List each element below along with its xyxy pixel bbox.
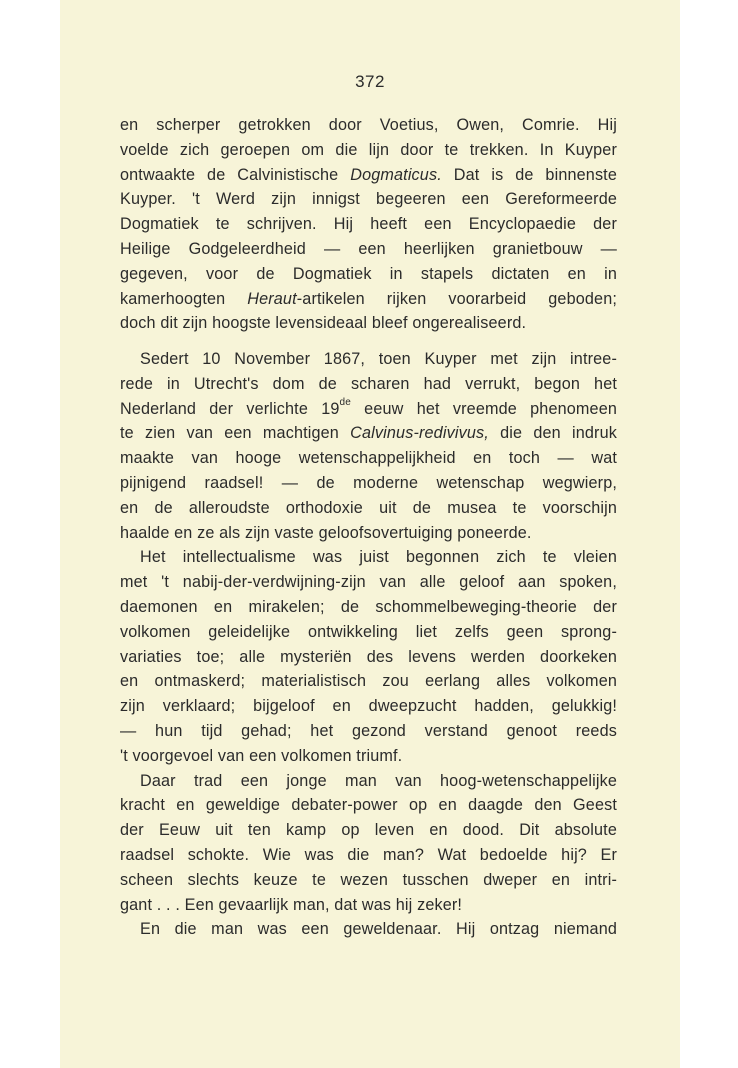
- text-line: 't voorgevoel van een volkomen triumf.: [120, 746, 403, 765]
- text-line: [120, 287, 617, 312]
- text-line: raadsel schokte. Wie was die man? Wat bedoelde hij? Er: [120, 845, 617, 864]
- paragraph-1: [120, 113, 617, 336]
- book-page: [60, 0, 680, 1068]
- text-run: -artikelen rijken voorarbeid geboden;: [296, 289, 617, 308]
- text-line: kracht en geweldige debater-power op en daagde den Geest: [120, 796, 617, 815]
- text-run: Dat is de binnenste: [441, 165, 617, 184]
- text-line: doch dit zijn hoogste levensideaal bleef ongerealiseerd.: [120, 314, 527, 333]
- italic-term: Heraut: [247, 289, 297, 308]
- text-line: rede in Utrecht's dom de scharen had verrukt, begon het: [120, 374, 617, 393]
- text-line: en scherper getrokken door Voetius, Owen, Comrie. Hij: [120, 116, 617, 134]
- text-line: zijn verklaard; bijgeloof en dweepzucht hadden, gelukkig!: [120, 697, 617, 716]
- text-line: Kuyper. 't Werd zijn innigst begeeren een Gereformeerde: [120, 190, 617, 209]
- text-run: ontwaakte de Calvinistische: [120, 165, 351, 184]
- text-line: daemonen en mirakelen; de schommelbeweging-theorie der: [120, 597, 617, 616]
- text-run: te zien van een machtigen: [120, 424, 351, 443]
- text-line: haalde en ze als zijn vaste geloofsovertuiging poneerde.: [120, 523, 532, 542]
- text-line: voelde zich geroepen om die lijn door te trekken. In Kuyper: [120, 140, 617, 159]
- text-line: Sedert 10 November 1867, toen Kuyper met zijn intree-: [140, 350, 617, 368]
- text-line: [120, 397, 617, 422]
- text-line: der Eeuw uit ten kamp op leven en dood. Dit absolute: [120, 821, 617, 840]
- text-line: en ontmaskerd; materialistisch zou eerlang alles volkomen: [120, 672, 617, 691]
- text-run: eeuw het vreemde phenomeen: [350, 399, 618, 418]
- text-line: scheen slechts keuze te wezen tusschen dweper en intri-: [120, 870, 617, 889]
- italic-term: Calvinus-redivivus,: [350, 424, 489, 443]
- superscript: de: [339, 397, 351, 409]
- text-run: die den indruk: [488, 424, 617, 443]
- text-run: kamerhoogten: [120, 289, 248, 308]
- text-line: pijnigend raadsel! — de moderne wetenschap wegwierp,: [120, 473, 617, 492]
- text-line: volkomen geleidelijke ontwikkeling liet zelfs geen sprong-: [120, 622, 617, 641]
- text-line: En die man was een geweldenaar. Hij ontzag niemand: [140, 920, 617, 939]
- italic-term: Dogmaticus.: [350, 165, 442, 184]
- text-line: variaties toe; alle mysteriën des levens werden doorkeken: [120, 647, 617, 666]
- text-line: Het intellectualisme was juist begonnen zich te vleien: [140, 548, 617, 567]
- text-line: [120, 163, 617, 188]
- text-line: gant . . . Een gevaarlijk man, dat was hij zeker!: [120, 895, 463, 914]
- text-line: maakte van hooge wetenschappelijkheid en toch — wat: [120, 449, 617, 468]
- text-line: met 't nabij-der-verdwijning-zijn van alle geloof aan spoken,: [120, 573, 617, 592]
- paragraph-2: [120, 347, 617, 942]
- text-run: Nederland der verlichte 19: [120, 399, 340, 418]
- text-line: en de alleroudste orthodoxie uit de musea te voorschijn: [120, 498, 617, 517]
- text-line: Dogmatiek te schrijven. Hij heeft een Encyclopaedie der: [120, 215, 617, 234]
- text-line: Heilige Godgeleerdheid — een heerlijken granietbouw —: [120, 239, 617, 258]
- text-line: Daar trad een jonge man van hoog-wetenschappelijke: [140, 771, 617, 790]
- text-line: gegeven, voor de Dogmatiek in stapels dictaten en in: [120, 264, 617, 283]
- text-line: — hun tijd gehad; het gezond verstand genoot reeds: [120, 721, 617, 740]
- page-number: 372: [355, 72, 385, 91]
- text-line: [120, 421, 617, 446]
